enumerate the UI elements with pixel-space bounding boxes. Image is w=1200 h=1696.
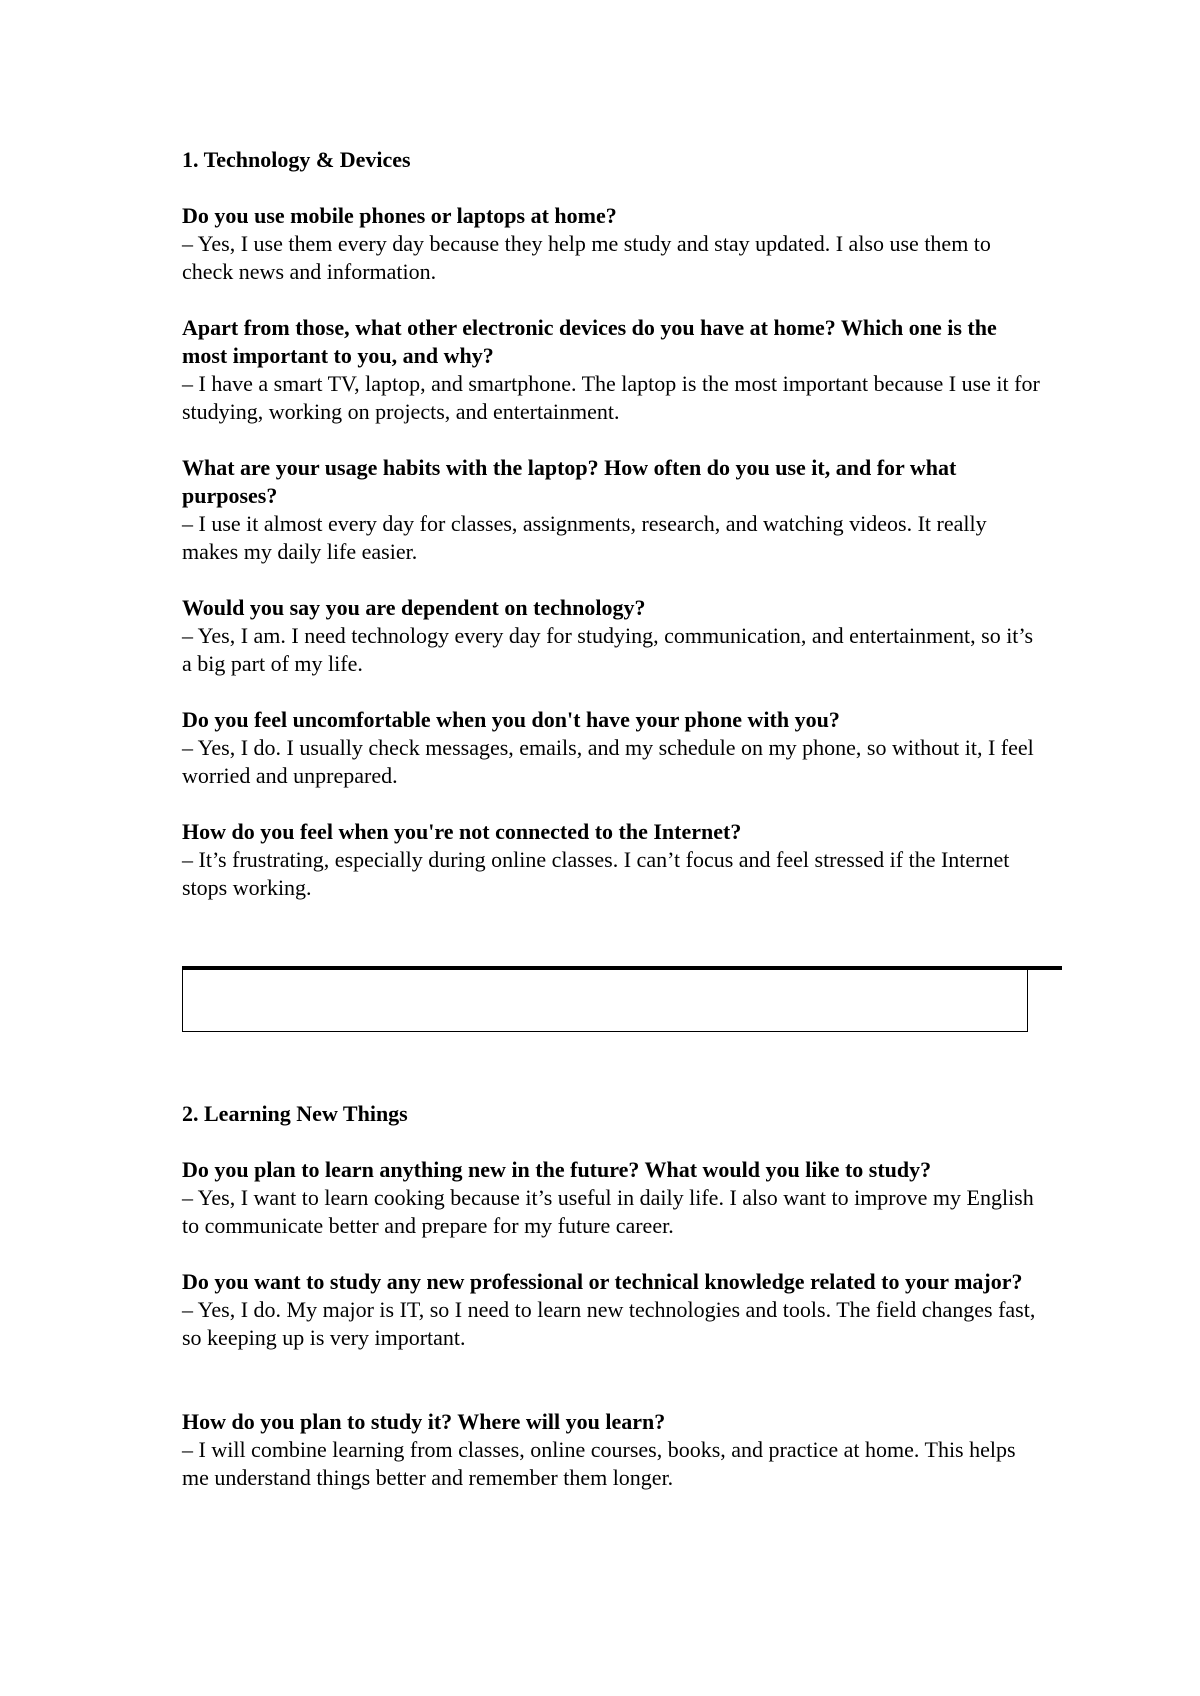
answer: – Yes, I do. My major is IT, so I need to learn new technologies and tools. The field changes fast, so keeping up is very important. [182, 1297, 1036, 1350]
section-title: 1. Technology & Devices [182, 147, 411, 172]
qa-item [182, 314, 1042, 426]
qa-item [182, 202, 1042, 286]
horizontal-rule [182, 966, 1062, 970]
section-technology [182, 146, 1042, 174]
question: How do you feel when you're not connected to the Internet? [182, 819, 742, 844]
question: Do you want to study any new professional or technical knowledge related to your major? [182, 1269, 1023, 1294]
question: How do you plan to study it? Where will you learn? [182, 1409, 666, 1434]
question: Would you say you are dependent on technology? [182, 595, 646, 620]
answer: – I have a smart TV, laptop, and smartphone. The laptop is the most important because I use it for studying, working on projects, and entertainment. [182, 371, 1040, 424]
question: Do you use mobile phones or laptops at home? [182, 203, 617, 228]
section-title: 2. Learning New Things [182, 1101, 408, 1126]
qa-item [182, 706, 1042, 790]
section-learning [182, 1100, 1042, 1128]
qa-item [182, 1156, 1042, 1240]
answer: – Yes, I want to learn cooking because it’s useful in daily life. I also want to improve my English to communicate better and prepare for my future career. [182, 1185, 1034, 1238]
qa-item [182, 818, 1042, 902]
qa-item [182, 454, 1042, 566]
empty-box-divider [182, 966, 1062, 1034]
qa-item [182, 1268, 1042, 1352]
qa-item [182, 1408, 1042, 1492]
question: Apart from those, what other electronic devices do you have at home? Which one is the most important to you, and why? [182, 315, 997, 368]
question: Do you feel uncomfortable when you don't have your phone with you? [182, 707, 840, 732]
answer: – It’s frustrating, especially during online classes. I can’t focus and feel stressed if the Internet stops working. [182, 847, 1010, 900]
answer: – I will combine learning from classes, online courses, books, and practice at home. This helps me understand things better and remember them longer. [182, 1437, 1016, 1490]
empty-box [182, 966, 1028, 1032]
answer: – Yes, I use them every day because they help me study and stay updated. I also use them to check news and information. [182, 231, 991, 284]
qa-item [182, 594, 1042, 678]
question: Do you plan to learn anything new in the future? What would you like to study? [182, 1157, 932, 1182]
answer: – I use it almost every day for classes, assignments, research, and watching videos. It really makes my daily life easier. [182, 511, 987, 564]
answer: – Yes, I do. I usually check messages, emails, and my schedule on my phone, so without it, I feel worried and unprepared. [182, 735, 1034, 788]
question: What are your usage habits with the laptop? How often do you use it, and for what purposes? [182, 455, 957, 508]
answer: – Yes, I am. I need technology every day for studying, communication, and entertainment, so it’s a big part of my life. [182, 623, 1034, 676]
